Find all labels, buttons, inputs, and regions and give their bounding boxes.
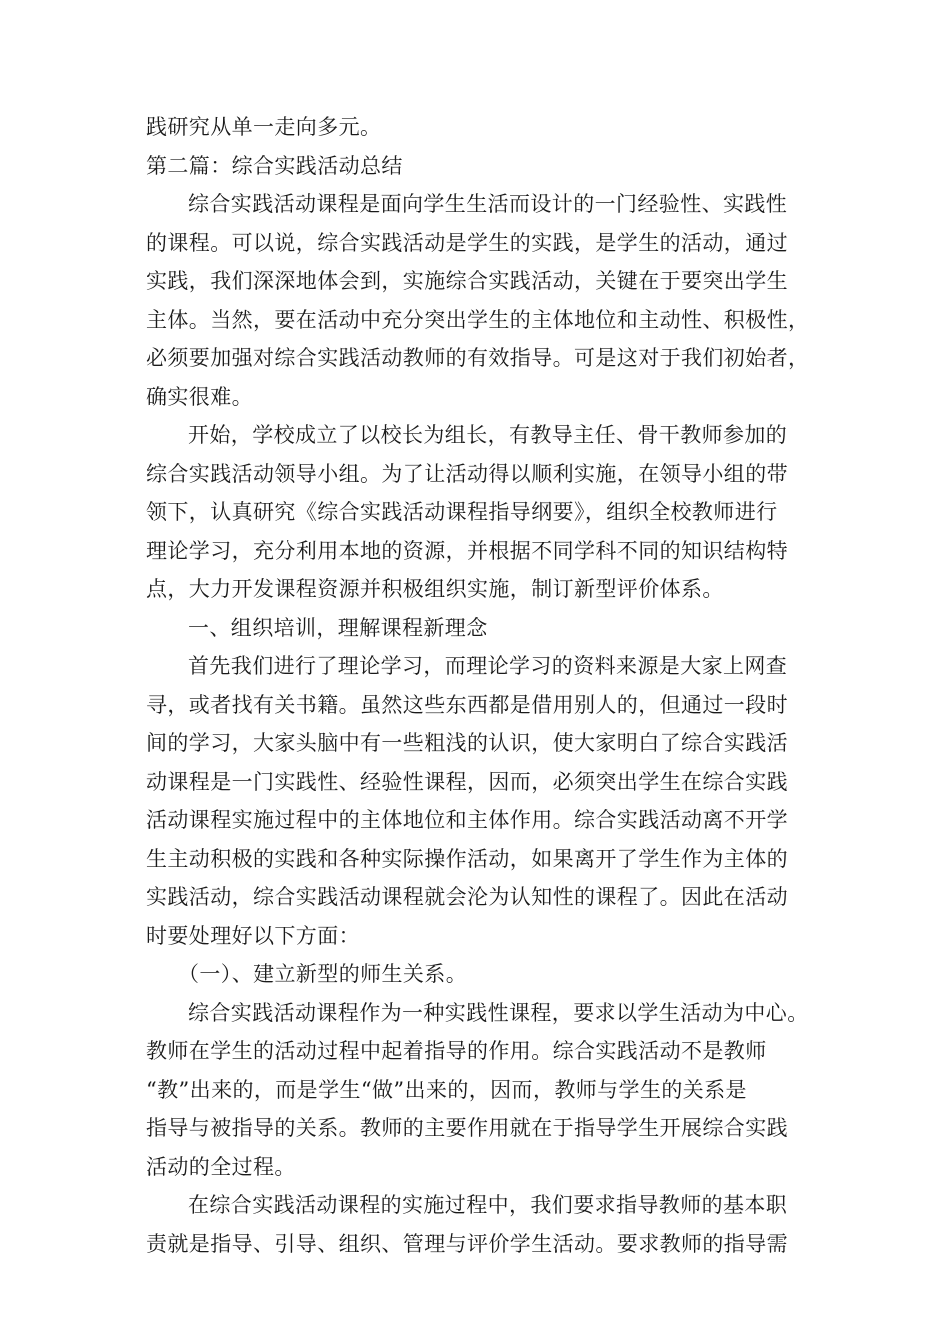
text-line: 点，大力开发课程资源并积极组织实施，制订新型评价体系。 bbox=[146, 577, 724, 601]
text-line: 教师在学生的活动过程中起着指导的作用。综合实践活动不是教师 bbox=[146, 1039, 767, 1063]
text-line: 综合实践活动课程作为一种实践性课程，要求以学生活动为中心。 bbox=[188, 1000, 809, 1025]
text-line: 确实很难。 bbox=[146, 384, 253, 409]
text-line: 综合实践活动领导小组。为了让活动得以顺利实施，在领导小组的带 bbox=[146, 461, 788, 486]
text-line: 时要处理好以下方面： bbox=[146, 923, 360, 948]
text-line: 在综合实践活动课程的实施过程中，我们要求指导教师的基本职 bbox=[188, 1193, 788, 1217]
text-line: 理论学习，充分利用本地的资源，并根据不同学科不同的知识结构特 bbox=[146, 538, 788, 563]
text-line: 主体。当然，要在活动中充分突出学生的主体地位和主动性、积极性， bbox=[146, 307, 810, 332]
text-line: 领下，认真研究《综合实践活动课程指导纲要》，组织全校教师进行 bbox=[146, 500, 778, 524]
text-line: 活动课程实施过程中的主体地位和主体作用。综合实践活动离不开学 bbox=[146, 808, 788, 832]
text-line: 实践活动，综合实践活动课程就会沦为认知性的课程了。因此在活动 bbox=[146, 885, 788, 909]
text-line: 首先我们进行了理论学习，而理论学习的资料来源是大家上网查 bbox=[188, 654, 788, 678]
text-line: 责就是指导、引导、组织、管理与评价学生活动。要求教师的指导需 bbox=[146, 1231, 788, 1256]
text-line: 开始，学校成立了以校长为组长，有教导主任、骨干教师参加的 bbox=[188, 423, 788, 447]
text-line: 动课程是一门实践性、经验性课程，因而，必须突出学生在综合实践 bbox=[146, 769, 788, 794]
text-line: 活动的全过程。 bbox=[146, 1154, 296, 1179]
text-line: 的课程。可以说，综合实践活动是学生的实践，是学生的活动，通过 bbox=[146, 230, 788, 255]
text-line: “教”出来的，而是学生“做”出来的，因而，教师与学生的关系是 bbox=[146, 1077, 747, 1102]
text-line: 必须要加强对综合实践活动教师的有效指导。可是这对于我们初始者， bbox=[146, 346, 810, 370]
text-line: 践研究从单一走向多元。 bbox=[146, 115, 382, 139]
section-heading: 第二篇：综合实践活动总结 bbox=[146, 153, 403, 178]
text-line: 生主动积极的实践和各种实际操作活动，如果离开了学生作为主体的 bbox=[146, 846, 788, 871]
text-line: 实践，我们深深地体会到，实施综合实践活动，关键在于要突出学生 bbox=[146, 269, 788, 293]
text-line: 指导与被指导的关系。教师的主要作用就在于指导学生开展综合实践 bbox=[146, 1116, 788, 1140]
subsection-heading: （一）、建立新型的师生关系。 bbox=[178, 962, 468, 986]
text-line: 寻，或者找有关书籍。虽然这些东西都是借用别人的，但通过一段时 bbox=[146, 692, 788, 717]
subsection-heading: 一、组织培训，理解课程新理念 bbox=[188, 615, 488, 640]
text-line: 间的学习，大家头脑中有一些粗浅的认识，使大家明白了综合实践活 bbox=[146, 731, 788, 755]
text-line: 综合实践活动课程是面向学生生活而设计的一门经验性、实践性 bbox=[188, 192, 788, 216]
